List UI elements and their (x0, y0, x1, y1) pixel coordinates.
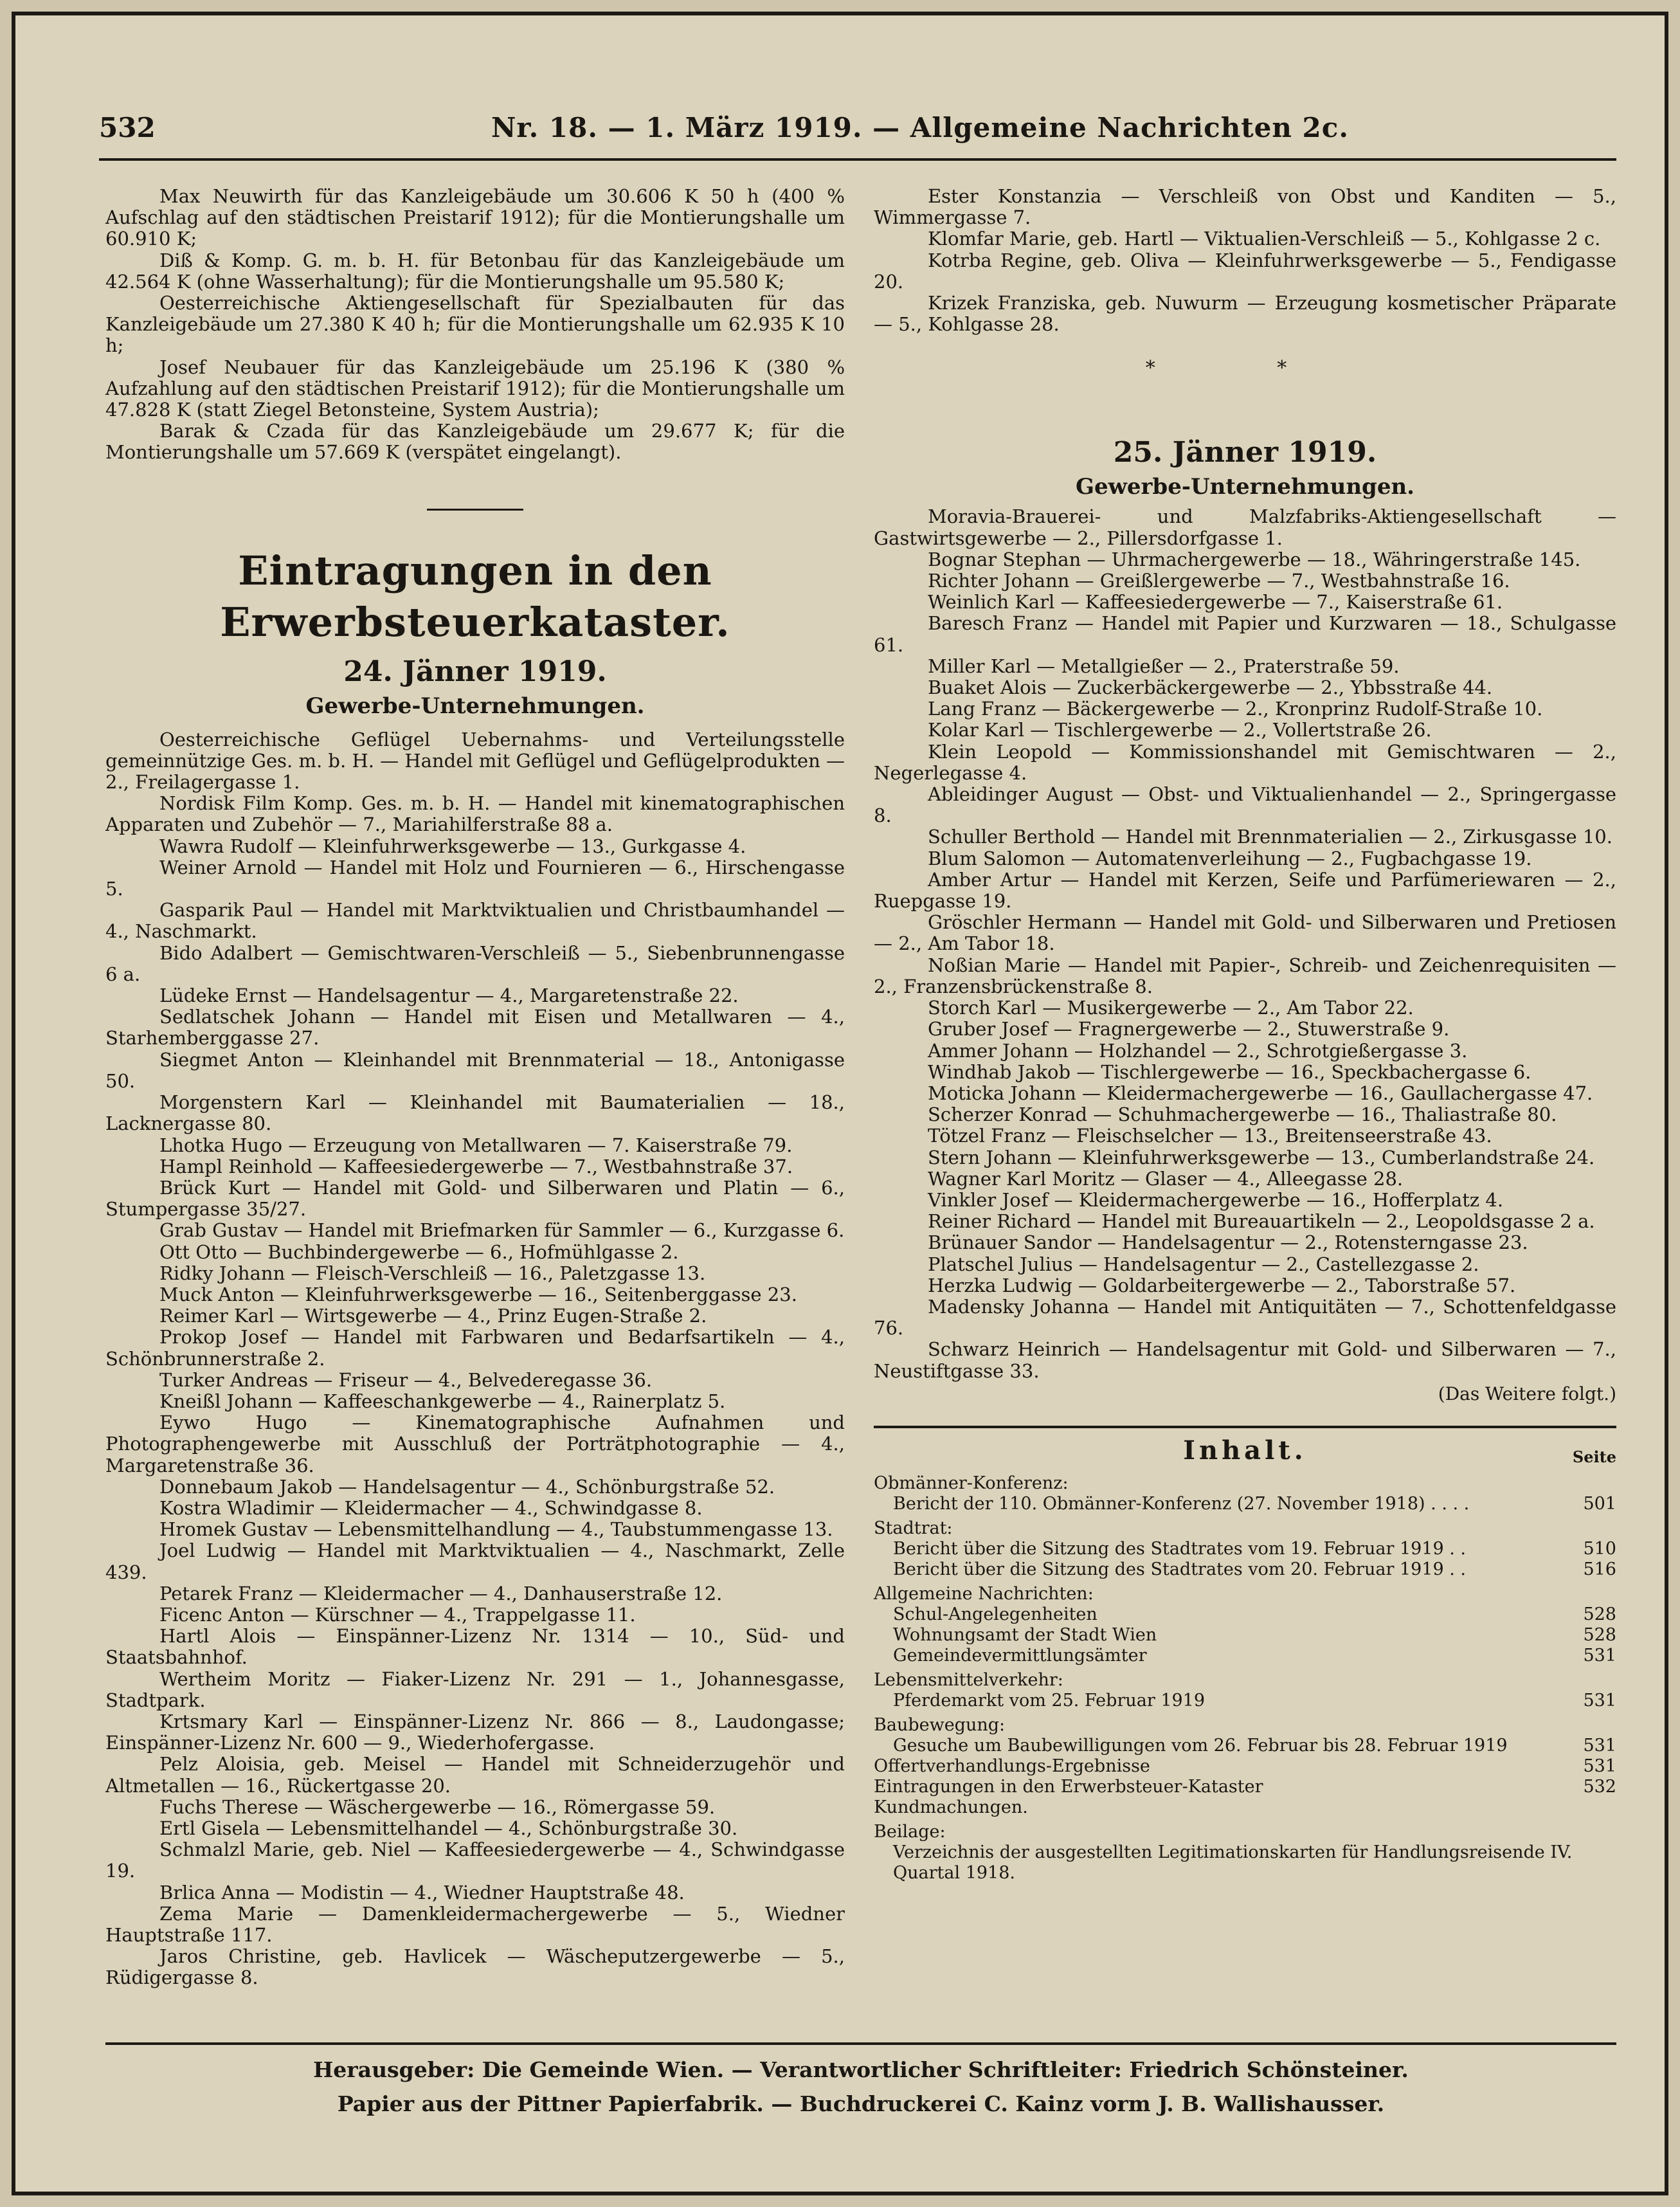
entry-item: Turker Andreas — Friseur — 4., Belvederegasse 36. (159, 1368, 653, 1391)
entry-item: Ott Otto — Buchbindergewerbe — 6., Hofmühlgasse 2. (159, 1240, 679, 1263)
entry-item: Petarek Franz — Kleidermacher — 4., Danhauserstraße 12. (159, 1582, 723, 1604)
entry-item: Moticka Johann — Kleidermachergewerbe — 16., Gaullachergasse 47. (928, 1082, 1593, 1104)
toc-entry-label: Schul-Angelegenheiten (893, 1604, 1097, 1624)
page-header (99, 112, 1616, 157)
toc-section-heading: Obmänner-Konferenz: (874, 1473, 1069, 1493)
entry-item: Baresch Franz — Handel mit Papier und Kurzwaren — 18., Schulgasse 61. (874, 612, 1616, 656)
toc-entry-page: 531 (1583, 1645, 1616, 1666)
right-column (874, 186, 1616, 1884)
subheading: Gewerbe-Unternehmungen. (1075, 474, 1415, 500)
date-heading: 24. Jänner 1919. (343, 655, 607, 688)
entry-item: Lüdeke Ernst — Handelsagentur — 4., Margaretenstraße 22. (159, 985, 739, 1007)
entry-item: Muck Anton — Kleinfuhrwerksgewerbe — 16., Seitenberggasse 23. (159, 1283, 797, 1305)
entry-item: Scherzer Konrad — Schuhmachergewerbe — 16., Thaliastraße 80. (928, 1104, 1557, 1126)
entry-item: Lhotka Hugo — Erzeugung von Metallwaren — 7. Kaiserstraße 79. (159, 1134, 793, 1156)
entry-item: Ficenc Anton — Kürschner — 4., Trappelgasse 11. (159, 1603, 636, 1626)
entry-item: Wagner Karl Moritz — Glaser — 4., Alleegasse 28. (928, 1167, 1404, 1190)
entry-item: Kotrba Regine, geb. Oliva — Kleinfuhrwerksgewerbe — 5., Fendigasse 20. (874, 249, 1616, 293)
entry-item: Wertheim Moritz — Fiaker-Lizenz Nr. 291 — 1., Johannesgasse, Stadtpark. (105, 1667, 845, 1711)
toc-section-heading: Beilage: (874, 1821, 946, 1842)
toc-page-label: Seite (1572, 1447, 1616, 1466)
entry-item: Lang Franz — Bäckergewerbe — 2., Kronprinz Rudolf-Straße 10. (928, 698, 1543, 720)
imprint-printer: Papier aus der Pittner Papierfabrik. — Buchdruckerei C. Kainz vorm J. B. Wallishausser. (337, 2091, 1385, 2116)
entry-item: Schwarz Heinrich — Handelsagentur mit Gold- und Silberwaren — 7., Neustiftgasse 33. (874, 1338, 1616, 1382)
continued-note: (Das Weitere folgt.) (1438, 1383, 1616, 1404)
entry-item: Grab Gustav — Handel mit Briefmarken für Sammler — 6., Kurzgasse 6. (159, 1219, 845, 1242)
toc-entry-label: Pferdemarkt vom 25. Februar 1919 (893, 1690, 1206, 1711)
toc-entry-page: 501 (1583, 1493, 1616, 1514)
entry-item: Amber Artur — Handel mit Kerzen, Seife und Parfümeriewaren — 2., Ruepgasse 19. (874, 868, 1616, 913)
toc-entry-label: Offertverhandlungs-Ergebnisse (874, 1756, 1150, 1776)
entry-item: Kolar Karl — Tischlergewerbe — 2., Vollertstraße 26. (928, 719, 1432, 741)
entry-item: Weiner Arnold — Handel mit Holz und Fournieren — 6., Hirschengasse 5. (105, 856, 845, 900)
entry-item: Gruber Josef — Fragnergewerbe — 2., Stuwerstraße 9. (928, 1018, 1450, 1040)
toc-entry (874, 1756, 1616, 1777)
entry-item: Bido Adalbert — Gemischtwaren-Verschleiß — 5., Siebenbrunnengasse 6 a. (105, 941, 845, 985)
toc-entry-label: Eintragungen in den Erwerbsteuer-Kataster (874, 1776, 1263, 1797)
toc-entry (874, 1797, 1616, 1818)
left-intro (105, 186, 845, 464)
toc-entry-label: Kundmachungen. (874, 1797, 1028, 1817)
toc-entry (874, 1736, 1616, 1756)
toc-entry (874, 1777, 1616, 1797)
entry-item: Oesterreichische Geflügel Uebernahms- und Verteilungsstelle gemeinnützige Ges. m. b. H. — Handel mit Geflügel und Geflügelprodukten — 2., Freilagergasse 1. (105, 728, 845, 794)
entry-item: Tötzel Franz — Fleischselcher — 13., Breitenseerstraße 43. (928, 1125, 1492, 1147)
entry-list-24 (105, 729, 845, 1989)
toc-entry-page: 531 (1583, 1756, 1616, 1776)
entry-item: Miller Karl — Metallgießer — 2., Praterstraße 59. (928, 655, 1400, 677)
entry-item: Hromek Gustav — Lebensmittelhandlung — 4., Taubstummengasse 13. (159, 1518, 833, 1541)
toc-entry (874, 1559, 1616, 1580)
entry-item: Sedlatschek Johann — Handel mit Eisen und Metallwaren — 4., Starhemberggasse 27. (105, 1006, 845, 1049)
toc-entry (874, 1539, 1616, 1559)
entry-item: Joel Ludwig — Handel mit Marktviktualien — 4., Naschmarkt, Zelle 439. (105, 1539, 845, 1583)
entry-list-25 (874, 506, 1616, 1381)
entry-item: Nordisk Film Komp. Ges. m. b. H. — Handel mit kinematographischen Apparaten und Zubehör — 7., Mariahilferstraße 88 a. (105, 792, 845, 836)
toc-header (874, 1435, 1616, 1469)
toc-entry (874, 1691, 1616, 1711)
toc-entry (874, 1625, 1616, 1646)
entry-item: Ridky Johann — Fleisch-Verschleiß — 16., Paletzgasse 13. (159, 1262, 706, 1284)
intro-paragraph: Josef Neubauer für das Kanzleigebäude um 25.196 K (380 % Aufzahlung auf den städtischen Preistarif 1912); für die Montierungshalle um 47.828 K (statt Ziegel Betonsteine, System Austria); (105, 356, 845, 421)
toc-entry-page: 531 (1583, 1735, 1616, 1756)
entry-item: Stern Johann — Kleinfuhrwerksgewerbe — 13., Cumberlandstraße 24. (928, 1146, 1595, 1168)
entry-item: Prokop Josef — Handel mit Farbwaren und Bedarfsartikeln — 4., Schönbrunnerstraße 2. (105, 1326, 845, 1370)
entry-item: Krtsmary Karl — Einspänner-Lizenz Nr. 866 — 8., Laudongasse; Einspänner-Lizenz Nr. 600 — 9., Wiederhofergasse. (105, 1710, 845, 1754)
date-heading: 25. Jänner 1919. (1113, 436, 1377, 469)
toc-entry (874, 1494, 1616, 1514)
footer-rule (105, 2042, 1616, 2045)
entry-item: Bognar Stephan — Uhrmachergewerbe — 18., Währingerstraße 145. (928, 548, 1581, 570)
entry-item: Reimer Karl — Wirtsgewerbe — 4., Prinz Eugen-Straße 2. (159, 1305, 707, 1327)
toc-entry (874, 1604, 1616, 1625)
entry-item: Noßian Marie — Handel mit Papier-, Schreib- und Zeichenrequisiten — 2., Franzensbrückenstraße 8. (874, 954, 1616, 997)
entry-item: Brlica Anna — Modistin — 4., Wiedner Hauptstraße 48. (159, 1881, 685, 1903)
entry-item: Ableidinger August — Obst- und Viktualienhandel — 2., Springergasse 8. (874, 783, 1616, 827)
newspaper-page (12, 12, 1668, 2195)
entry-item: Zema Marie — Damenkleidermachergewerbe — 5., Wiedner Hauptstraße 117. (105, 1902, 845, 1947)
entry-item: Reiner Richard — Handel mit Bureauartikeln — 2., Leopoldsgasse 2 a. (928, 1210, 1595, 1233)
left-column (105, 186, 845, 1989)
intro-paragraph: Max Neuwirth für das Kanzleigebäude um 30.606 K 50 h (400 % Aufschlag auf den städtischen Preistarif 1912); für die Montierungshalle um 60.910 K; (105, 185, 845, 250)
entry-item: Gasparik Paul — Handel mit Marktviktualien und Christbaumhandel — 4., Naschmarkt. (105, 899, 845, 943)
entry-item: Weinlich Karl — Kaffeesiedergewerbe — 7., Kaiserstraße 61. (928, 591, 1503, 613)
entry-item: Eywo Hugo — Kinematographische Aufnahmen und Photographengewerbe mit Ausschluß der Porträtphotographie — 4., Margaretenstraße 36. (105, 1412, 845, 1476)
entry-item: Moravia-Brauerei- und Malzfabriks-Aktiengesellschaft — Gastwirtsgewerbe — 2., Pillersdorfgasse 1. (874, 505, 1616, 549)
intro-paragraph: Oesterreichische Aktiengesellschaft für Spezialbauten für das Kanzleigebäude um 27.380 K 40 h; für die Montierungshalle um 62.935 K 10 h; (105, 292, 845, 357)
entry-item: Krizek Franziska, geb. Nuwurm — Erzeugung kosmetischer Präparate — 5., Kohlgasse 28. (874, 292, 1616, 336)
toc-section-heading: Lebensmittelverkehr: (874, 1669, 1063, 1690)
toc-entry-page: 528 (1583, 1604, 1616, 1624)
entry-item: Brück Kurt — Handel mit Gold- und Silberwaren und Platin — 6., Stumpergasse 35/27. (105, 1176, 845, 1221)
toc-entry-label: Bericht über die Sitzung des Stadtrates vom 20. Februar 1919 . . (893, 1559, 1466, 1579)
entry-item: Wawra Rudolf — Kleinfuhrwerksgewerbe — 13., Gurkgasse 4. (159, 835, 746, 857)
entry-item: Ammer Johann — Holzhandel — 2., Schrotgießergasse 3. (928, 1039, 1468, 1062)
toc-beilage-text: Verzeichnis der ausgestellten Legitimationskarten für Handlungsreisende IV. Quartal 1918. (893, 1842, 1573, 1883)
toc-section-heading: Stadtrat: (874, 1518, 953, 1538)
entry-item: Kostra Wladimir — Kleidermacher — 4., Schwindgasse 8. (159, 1496, 703, 1519)
entry-item: Gröschler Hermann — Handel mit Gold- und Silberwaren und Pretiosen — 2., Am Tabor 18. (874, 911, 1616, 955)
entry-item: Pelz Aloisia, geb. Meisel — Handel mit Schneiderzugehör und Altmetallen — 16., Rückertgasse 20. (105, 1753, 845, 1797)
entry-item: Richter Johann — Greißlergewerbe — 7., Westbahnstraße 16. (928, 570, 1510, 592)
toc-rule (874, 1426, 1616, 1428)
entry-item: Ester Konstanzia — Verschleiß von Obst und Kanditen — 5., Wimmergasse 7. (874, 185, 1616, 229)
table-of-contents (874, 1473, 1616, 1884)
entry-item: Windhab Jakob — Tischlergewerbe — 16., Speckbachergasse 6. (928, 1060, 1531, 1083)
entry-item: Buaket Alois — Zuckerbäckergewerbe — 2., Ybbsstraße 44. (928, 677, 1493, 699)
section-title: Eintragungen in den Erwerbsteuerkataster. (220, 547, 730, 646)
toc-entry-label: Gesuche um Baubewilligungen vom 26. Februar bis 28. Februar 1919 (893, 1735, 1508, 1756)
intro-paragraph: Barak & Czada für das Kanzleigebäude um 29.677 K; für die Montierungshalle um 57.669 K (verspätet eingelangt). (105, 420, 845, 464)
page-number: 532 (99, 112, 156, 143)
toc-entry-page: 528 (1583, 1624, 1616, 1645)
entry-item: Hampl Reinhold — Kaffeesiedergewerbe — 7., Westbahnstraße 37. (159, 1155, 793, 1177)
toc-entry-page: 532 (1583, 1776, 1616, 1797)
entry-item: Hartl Alois — Einspänner-Lizenz Nr. 1314 — 10., Süd- und Staatsbahnhof. (105, 1625, 845, 1669)
entry-item: Siegmet Anton — Kleinhandel mit Brennmaterial — 18., Antonigasse 50. (105, 1048, 845, 1092)
entry-item: Storch Karl — Musikergewerbe — 2., Am Tabor 22. (928, 997, 1414, 1019)
intro-paragraph: Diß & Komp. G. m. b. H. für Betonbau für das Kanzleigebäude um 42.564 K (ohne Wasserhaltung); für die Montierungshalle um 95.580 K; (105, 249, 845, 293)
entry-item: Schuller Berthold — Handel mit Brennmaterialien — 2., Zirkusgasse 10. (928, 826, 1612, 848)
entry-item: Morgenstern Karl — Kleinhandel mit Baumaterialien — 18., Lacknergasse 80. (105, 1091, 845, 1135)
separator-stars: * * (1145, 357, 1345, 380)
running-title: Nr. 18. — 1. März 1919. — Allgemeine Nachrichten 2c. (491, 112, 1349, 143)
toc-section-heading: Allgemeine Nachrichten: (874, 1583, 1094, 1604)
entry-item: Platschel Julius — Handelsagentur — 2., Castellezgasse 2. (928, 1253, 1479, 1275)
entry-item: Vinkler Josef — Kleidermachergewerbe — 16., Hofferplatz 4. (928, 1188, 1504, 1211)
toc-section-heading: Baubewegung: (874, 1714, 1006, 1735)
toc-title: Inhalt. (1183, 1435, 1307, 1466)
entry-item: Kneißl Johann — Kaffeeschankgewerbe — 4., Rainerplatz 5. (159, 1390, 726, 1412)
entry-item: Jaros Christine, geb. Havlicek — Wäscheputzergewerbe — 5., Rüdigergasse 8. (105, 1945, 845, 1989)
entry-item: Donnebaum Jakob — Handelsagentur — 4., Schönburgstraße 52. (159, 1475, 775, 1498)
toc-entry-page: 510 (1583, 1538, 1616, 1559)
entry-item: Brünauer Sandor — Handelsagentur — 2., Rotensterngasse 23. (928, 1231, 1528, 1254)
imprint-publisher: Herausgeber: Die Gemeinde Wien. — Verantwortlicher Schriftleiter: Friedrich Schönsteiner. (313, 2057, 1409, 2082)
toc-entry-label: Wohnungsamt der Stadt Wien (893, 1624, 1157, 1645)
toc-entry-label: Bericht über die Sitzung des Stadtrates vom 19. Februar 1919 . . (893, 1538, 1466, 1559)
entry-item: Fuchs Therese — Wäschergewerbe — 16., Römergasse 59. (159, 1795, 716, 1818)
toc-entry-label: Bericht der 110. Obmänner-Konferenz (27. November 1918) . . . . (893, 1493, 1470, 1514)
header-rule (99, 158, 1616, 161)
entry-item: Madensky Johanna — Handel mit Antiquitäten — 7., Schottenfeldgasse 76. (874, 1295, 1616, 1340)
entry-item: Blum Salomon — Automatenverleihung — 2., Fugbachgasse 19. (928, 847, 1532, 869)
entry-list-continued (874, 186, 1616, 335)
subheading: Gewerbe-Unternehmungen. (305, 693, 645, 719)
toc-entry-page (1565, 1797, 1616, 1818)
entry-item: Klein Leopold — Kommissionshandel mit Gemischtwaren — 2., Negerlegasse 4. (874, 740, 1616, 784)
entry-item: Schmalzl Marie, geb. Niel — Kaffeesiedergewerbe — 4., Schwindgasse 19. (105, 1839, 845, 1882)
entry-item: Ertl Gisela — Lebensmittelhandel — 4., Schönburgstraße 30. (159, 1817, 738, 1839)
entry-item: Herzka Ludwig — Goldarbeitergewerbe — 2., Taborstraße 57. (928, 1274, 1516, 1296)
toc-entry (874, 1646, 1616, 1666)
toc-entry-page: 531 (1583, 1690, 1616, 1711)
toc-entry-page: 516 (1583, 1559, 1616, 1579)
entry-item: Klomfar Marie, geb. Hartl — Viktualien-Verschleiß — 5., Kohlgasse 2 c. (928, 228, 1601, 250)
toc-entry-label: Gemeindevermittlungsämter (893, 1645, 1147, 1666)
